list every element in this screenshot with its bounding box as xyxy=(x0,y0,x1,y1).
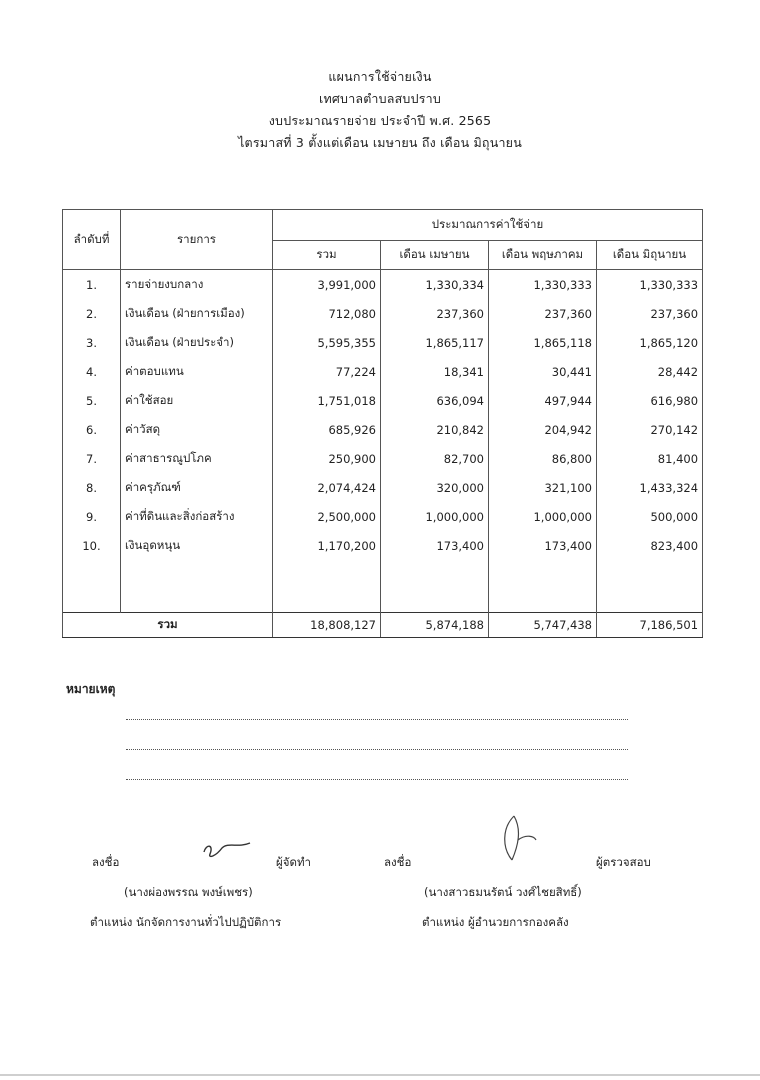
table-row xyxy=(63,270,703,300)
row-index: 10. xyxy=(63,531,121,560)
row-total: 1,170,200 xyxy=(273,531,381,560)
row-total: 712,080 xyxy=(273,299,381,328)
table-row xyxy=(63,328,703,357)
row-index: 1. xyxy=(63,270,121,300)
page-bottom-edge xyxy=(0,1074,760,1076)
right-sign-label: ลงชื่อ xyxy=(384,855,412,869)
table-row xyxy=(63,502,703,531)
table-row xyxy=(63,531,703,560)
row-may: 86,800 xyxy=(489,444,597,473)
total-june: 7,186,501 xyxy=(597,613,703,638)
row-april: 210,842 xyxy=(381,415,489,444)
total-may: 5,747,438 xyxy=(489,613,597,638)
row-index: 7. xyxy=(63,444,121,473)
empty-cell xyxy=(597,560,703,613)
row-index: 4. xyxy=(63,357,121,386)
row-index: 2. xyxy=(63,299,121,328)
row-may: 497,944 xyxy=(489,386,597,415)
table-row xyxy=(63,473,703,502)
table-row xyxy=(63,357,703,386)
empty-row xyxy=(63,560,703,613)
header-total: รวม xyxy=(273,241,381,270)
right-position: ตำแหน่ง ผู้อำนวยการกองคลัง xyxy=(422,915,569,929)
empty-cell xyxy=(121,560,273,613)
empty-cell xyxy=(381,560,489,613)
empty-cell xyxy=(489,560,597,613)
right-name: (นางสาวธมนรัตน์ วงศ์ไชยสิทธิ์) xyxy=(424,885,582,899)
row-april: 1,865,117 xyxy=(381,328,489,357)
header-budget-year: งบประมาณรายจ่าย ประจำปี พ.ศ. 2565 xyxy=(268,113,492,128)
row-total: 77,224 xyxy=(273,357,381,386)
total-label: รวม xyxy=(63,613,273,638)
row-june: 823,400 xyxy=(597,531,703,560)
header-title: แผนการใช้จ่ายเงิน xyxy=(328,69,432,84)
row-total: 5,595,355 xyxy=(273,328,381,357)
header-estimate-group: ประมาณการค่าใช้จ่าย xyxy=(273,210,703,241)
row-index: 8. xyxy=(63,473,121,502)
spending-plan-table xyxy=(62,209,703,638)
row-april: 237,360 xyxy=(381,299,489,328)
row-april: 1,330,334 xyxy=(381,270,489,300)
row-total: 2,074,424 xyxy=(273,473,381,502)
row-april: 173,400 xyxy=(381,531,489,560)
row-may: 1,000,000 xyxy=(489,502,597,531)
header-quarter: ไตรมาสที่ 3 ตั้งแต่เดือน เมษายน ถึง เดือน มิถุนายน xyxy=(238,135,522,150)
row-item: ค่าครุภัณฑ์ xyxy=(121,473,273,502)
row-june: 237,360 xyxy=(597,299,703,328)
table-row xyxy=(63,415,703,444)
left-name: (นางผ่องพรรณ พงษ์เพชร) xyxy=(124,885,253,899)
row-may: 204,942 xyxy=(489,415,597,444)
row-item: ค่าวัสดุ xyxy=(121,415,273,444)
row-index: 3. xyxy=(63,328,121,357)
table-row xyxy=(63,444,703,473)
header-index: ลำดับที่ xyxy=(63,210,121,270)
row-may: 30,441 xyxy=(489,357,597,386)
left-position: ตำแหน่ง นักจัดการงานทั่วไปปฏิบัติการ xyxy=(90,915,282,929)
row-april: 320,000 xyxy=(381,473,489,502)
row-item: ค่าตอบแทน xyxy=(121,357,273,386)
row-june: 1,433,324 xyxy=(597,473,703,502)
empty-cell xyxy=(63,560,121,613)
header-june: เดือน มิถุนายน xyxy=(597,241,703,270)
header-may: เดือน พฤษภาคม xyxy=(489,241,597,270)
right-signature-mark xyxy=(496,810,556,868)
left-signature-mark xyxy=(198,834,254,862)
row-april: 82,700 xyxy=(381,444,489,473)
header-organization: เทศบาลตำบลสบปราบ xyxy=(319,91,441,106)
row-total: 3,991,000 xyxy=(273,270,381,300)
total-april: 5,874,188 xyxy=(381,613,489,638)
remarks-line xyxy=(126,748,628,750)
table-row xyxy=(63,299,703,328)
grand-total: 18,808,127 xyxy=(273,613,381,638)
row-may: 237,360 xyxy=(489,299,597,328)
row-april: 1,000,000 xyxy=(381,502,489,531)
row-june: 1,330,333 xyxy=(597,270,703,300)
remarks-line xyxy=(126,718,628,720)
row-item: เงินอุดหนุน xyxy=(121,531,273,560)
row-april: 18,341 xyxy=(381,357,489,386)
row-june: 270,142 xyxy=(597,415,703,444)
row-june: 1,865,120 xyxy=(597,328,703,357)
remarks-line xyxy=(126,778,628,780)
empty-cell xyxy=(273,560,381,613)
row-item: ค่าใช้สอย xyxy=(121,386,273,415)
row-total: 1,751,018 xyxy=(273,386,381,415)
row-item: เงินเดือน (ฝ่ายการเมือง) xyxy=(121,299,273,328)
row-may: 1,330,333 xyxy=(489,270,597,300)
row-june: 500,000 xyxy=(597,502,703,531)
header-item: รายการ xyxy=(121,210,273,270)
left-role: ผู้จัดทำ xyxy=(276,855,311,869)
row-item: ค่าที่ดินและสิ่งก่อสร้าง xyxy=(121,502,273,531)
row-may: 173,400 xyxy=(489,531,597,560)
row-total: 685,926 xyxy=(273,415,381,444)
table-row xyxy=(63,386,703,415)
row-total: 250,900 xyxy=(273,444,381,473)
row-june: 616,980 xyxy=(597,386,703,415)
row-may: 1,865,118 xyxy=(489,328,597,357)
total-row xyxy=(63,613,703,638)
row-april: 636,094 xyxy=(381,386,489,415)
row-total: 2,500,000 xyxy=(273,502,381,531)
row-index: 6. xyxy=(63,415,121,444)
row-index: 5. xyxy=(63,386,121,415)
row-may: 321,100 xyxy=(489,473,597,502)
remarks-title: หมายเหตุ xyxy=(66,682,116,696)
row-item: ค่าสาธารณูปโภค xyxy=(121,444,273,473)
row-item: รายจ่ายงบกลาง xyxy=(121,270,273,300)
header-april: เดือน เมษายน xyxy=(381,241,489,270)
row-index: 9. xyxy=(63,502,121,531)
row-item: เงินเดือน (ฝ่ายประจำ) xyxy=(121,328,273,357)
row-june: 81,400 xyxy=(597,444,703,473)
left-sign-label: ลงชื่อ xyxy=(92,855,120,869)
right-role: ผู้ตรวจสอบ xyxy=(596,855,651,869)
document-header xyxy=(0,66,760,154)
row-june: 28,442 xyxy=(597,357,703,386)
